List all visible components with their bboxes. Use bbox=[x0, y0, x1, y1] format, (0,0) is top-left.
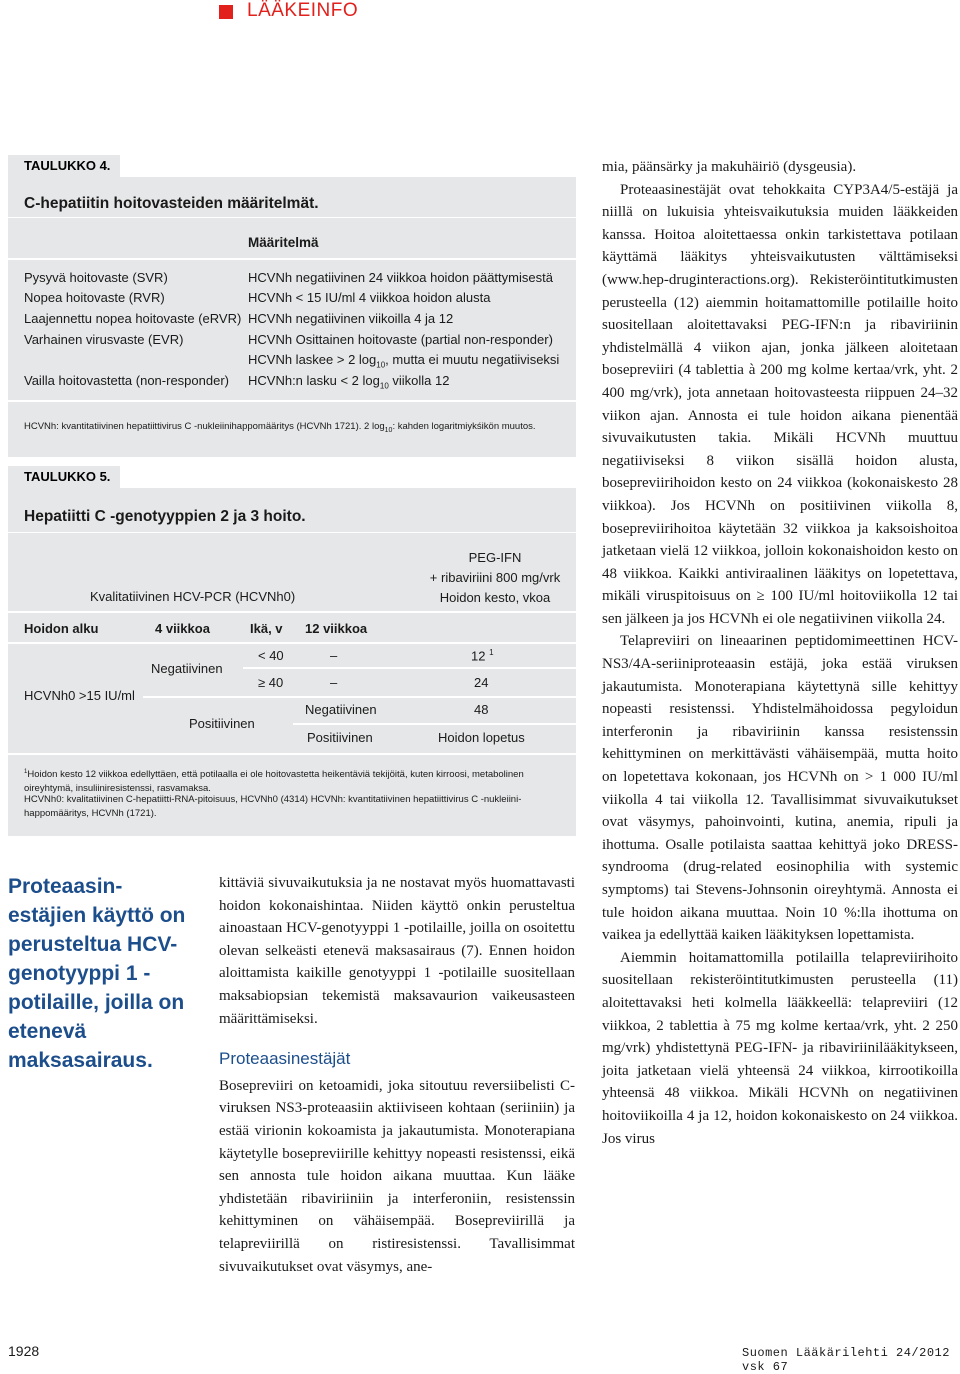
journal-credit: Suomen Lääkärilehti 24/2012 vsk 67 bbox=[742, 1346, 950, 1374]
table-5-duration: 24 bbox=[474, 675, 489, 690]
table-4-row-definition: HCVNh negatiivinen 24 viikkoa hoidon päättymisestä bbox=[248, 270, 553, 285]
table-4-row-label: Laajennettu nopea hoitovaste (eRVR) bbox=[24, 311, 242, 326]
section-marker bbox=[219, 5, 233, 19]
table-5-tag: TAULUKKO 5. bbox=[8, 466, 114, 488]
table-5-footnote: $^1$Hoidon kesto 12 viikkoa edellyttäen, että potilaalla ei ole hoitovastetta heikentäviä tekijöitä, kuten kirroosi, metabolinen oireyhtymä, insuliiniresistenssi, rasvamaksa. bbox=[24, 769, 524, 794]
article-column-middle bbox=[219, 872, 575, 1278]
paragraph: Telapreviiri on lineaarinen peptidomimeettinen HCV-NS3/4A-seriiniproteaasin estäjä, joka estää viruksen jakautumista. Monoterapiana käytettynä sille kehittyy nopeasti resistenssi. Yhdistelmähoidossa pegyloidun interferonin ja ribaviriinin kanssa resistenssin kehittyminen on merkittävästi vähäisempää, mutta hoito on lopetettava kokonaan, jos HCVNh on > 1 000 IU/ml viikolla 4 tai viikolla 12. Tavallisimmat sivuvaikutukset ovat väsymys, pahoinvointi, kutina, anemia, ripuli ja ihottuma. Osalle potilaista saattaa kehittyä joko DRESS-syndrooma (drug-related eosinophilia with systemic symptoms) tai Stevens-Johnsonin oireyhtymä. Annosta ei tule hoidon aikana muuttaa. Noin 10 %:lla ihottuma on vaikea ja edellyttää kaiken lääkityksen lopettamista. bbox=[602, 633, 958, 944]
pull-quote: Proteaasin-estäjien käyttö on perusteltua HCV-genotyyppi 1 -potilaille, joilla on etenevä maksasairaus. bbox=[8, 875, 186, 1072]
table-4-column-header: Määritelmä bbox=[248, 235, 319, 250]
table-4-row-definition: HCVNh negatiivinen viikoilla 4 ja 12 bbox=[248, 311, 454, 326]
paragraph: kittäviä sivuvaikutuksia ja ne nostavat myös huomattavasti hoidon kokonaishintaa. Niiden käyttö onkin perusteltua ainoastaan HCV-genotyyppi 1 -potilaille, joilla on osoitettu olevan selkeästi etenevä maksasairaus (7). Ennen hoidon aloittamista kaikille genotyyppi 1 -potilaille suositellaan maksabiopsian tekemistä maksavaurion vaikeusasteen määrittämiseksi. bbox=[219, 875, 575, 1027]
table-4 bbox=[8, 155, 576, 457]
section-heading: Proteaasinestäjät bbox=[219, 1049, 351, 1069]
table-5-column-header: Hoidon alku bbox=[24, 621, 99, 636]
table-5-column-header: Ikä, v bbox=[250, 621, 283, 636]
table-5-header-left: Kvalitatiivinen HCV-PCR (HCVNh0) bbox=[90, 589, 296, 604]
table-5-duration: 48 bbox=[474, 702, 489, 717]
table-4-row-label: Nopea hoitovaste (RVR) bbox=[24, 290, 165, 305]
section-label: LÄÄKEINFO bbox=[247, 0, 359, 21]
paragraph: Aiemmin hoitamattomilla potilailla telapreviirihoito suositellaan rekisteröintitutkimusten perusteella (11) aloitettavaksi heti kolmella lääkkeellä: telapreviiri (12 viikkoa, 2 tablettia à 75 mg kolme kertaa/vrk, yht. 2 250 mg/vrk) yhdistettynä PEG-IFN- ja ribaviriinilääkitykseen, joita jatketaan vielä yhteensä 24 viikkoa, kirrootikoilla yhteensä 48 viikkoa. Mikäli HCVNh on negatiivinen hoitoviikoilla 4 ja 12, hoidon kokonaiskesto on 24 viikkoa. Jos virus bbox=[602, 949, 958, 1147]
paragraph: mia, päänsärky ja makuhäiriö (dysgeusia). bbox=[602, 159, 857, 175]
table-4-title: C-hepatiitin hoitovasteiden määritelmät. bbox=[24, 195, 319, 212]
paragraph: Proteaasinestäjät ovat tehokkaita CYP3A4/5-estäjä ja niillä on lukuisia yhteisvaikutuksia muiden lääkkeiden kanssa. Hoitoa aloitettaessa onkin tarkistettava potilaan käyttämä lääkitys yhteisvaikutusten välttämiseksi (www.hep-druginteractions.org). Rekisteröintitutkimusten perusteella (12) aiemmin hoitamattomille potilaille hoito suositellaan aloitettavaksi PEG-IFN:n ja ribaviriinin yhdistelmällä 4 viikon ajan, jonka jälkeen aloitetaan bosepreviiri (4 tablettia à 200 mg kolme kertaa/vrk, yht. 2 400 mg/vrk), jota annetaan hoitovasteesta riippuen 24–32 viikon ajan. Annosta ei tule hoidon aikana pienentää sivuvaikutusten takia. Mikäli HCVNh muuttuu negatiiviseksi 8 viikon sisällä hoidon alusta, bosepreviirihoidon kesto on 24 viikkoa (kokonaiskesto 28 viikkoa). Jos HCVNh on positiivinen viikolla 8, bosepreviirihoitoa käytetään 32 viikkoa ja kaksoishoitoa jatketaan vielä 12 viikkoa, jolloin kokonaishoidon kesto on 48 viikkoa. Kaikki antiviraalinen lääkitys on lopetettava, mikäli viruspitoisuus on ≥ 100 IU/ml hoitoviikolla 12 tai sen jälkeen ja jos HCVNh ei ole negatiivinen viikolla 24. bbox=[602, 181, 958, 627]
table-5-week-12: Negatiivinen bbox=[305, 702, 377, 717]
table-4-tag: TAULUKKO 4. bbox=[8, 155, 114, 177]
table-5-age: < 40 bbox=[258, 648, 284, 663]
table-5-column-header: 12 viikkoa bbox=[305, 621, 368, 636]
article-column-right bbox=[602, 156, 958, 1150]
table-5-week-12: Positiivinen bbox=[307, 730, 373, 745]
table-5 bbox=[8, 466, 576, 836]
table-5-week-12: – bbox=[330, 675, 338, 690]
table-4-row-label: Pysyvä hoitovaste (SVR) bbox=[24, 270, 168, 285]
page-number: 1928 bbox=[8, 1343, 40, 1359]
table-5-duration: 12 $^1$ bbox=[471, 648, 494, 664]
table-5-duration: Hoidon lopetus bbox=[438, 730, 525, 745]
table-5-age: ≥ 40 bbox=[258, 675, 284, 690]
table-5-title: Hepatiitti C -genotyyppien 2 ja 3 hoito. bbox=[24, 508, 306, 525]
table-4-row-definition: HCVNh Osittainen hoitovaste (partial non-responder) bbox=[248, 332, 553, 347]
table-4-row-definition: HCVNh laskee > 2 $\log_{10}$, mutta ei muutu negatiiviseksi bbox=[248, 352, 560, 370]
table-4-row-label: Vailla hoitovastetta (non-responder) bbox=[24, 373, 229, 388]
table-5-negative: Negatiivinen bbox=[151, 661, 223, 676]
table-5-positive: Positiivinen bbox=[189, 716, 255, 731]
table-5-week-12: – bbox=[330, 648, 338, 663]
table-5-header-right-line-3: Hoidon kesto, vkoa bbox=[439, 590, 551, 605]
table-4-row-label: Varhainen virusvaste (EVR) bbox=[24, 332, 184, 347]
table-5-footnote-abbreviations: HCVNh0: kvalitatiivinen C-hepatiitti-RNA-pitoisuus, HCVNh0 (4314) HCVNh: kvantitatiivinen hepatiittivirus C -nukleiini-happomääritys, HCVNh (1721). bbox=[24, 794, 522, 819]
table-5-header-right-line-1: PEG-IFN bbox=[468, 550, 522, 565]
table-4-row-definition: HCVNh < 15 IU/ml 4 viikkoa hoidon alusta bbox=[248, 290, 491, 305]
table-4-row-definition: HCVNh:n lasku < 2 $\log_{10}$ viikolla 12 bbox=[248, 373, 450, 391]
table-5-row-label: HCVNh0 >15 IU/ml bbox=[24, 688, 135, 703]
paragraph: Bosepreviiri on ketoamidi, joka sitoutuu reversiibelisti C-viruksen NS3-proteaasiin aktiiviseen kohtaan (seriiniin) ja estää virionin kokoamista ja jakautumista. Monoterapiana käytetylle bosepreviirille kehittyy nopeasti resistenssi, eikä sen annosta tule hoidon aikana muuttaa. Kun lääke yhdistetään ribaviriiniin ja interferoniin, resistenssin kehittyminen on vähäisempää. Bosepreviirillä ja telapreviirillä on ristiresistenssi. Tavallisimmat sivuvaikutukset ovat väsymys, ane- bbox=[219, 1077, 575, 1275]
table-5-column-header: 4 viikkoa bbox=[155, 621, 210, 636]
table-4-footnote: HCVNh: kvantitatiivinen hepatiittivirus C -nukleiinihappomääritys (HCVNh 1721). 2 $\log_{10}$: kahden logaritmiykśikön muutos. bbox=[24, 421, 536, 434]
table-5-header-right-line-2: + ribaviriini 800 mg/vrk bbox=[429, 570, 561, 585]
